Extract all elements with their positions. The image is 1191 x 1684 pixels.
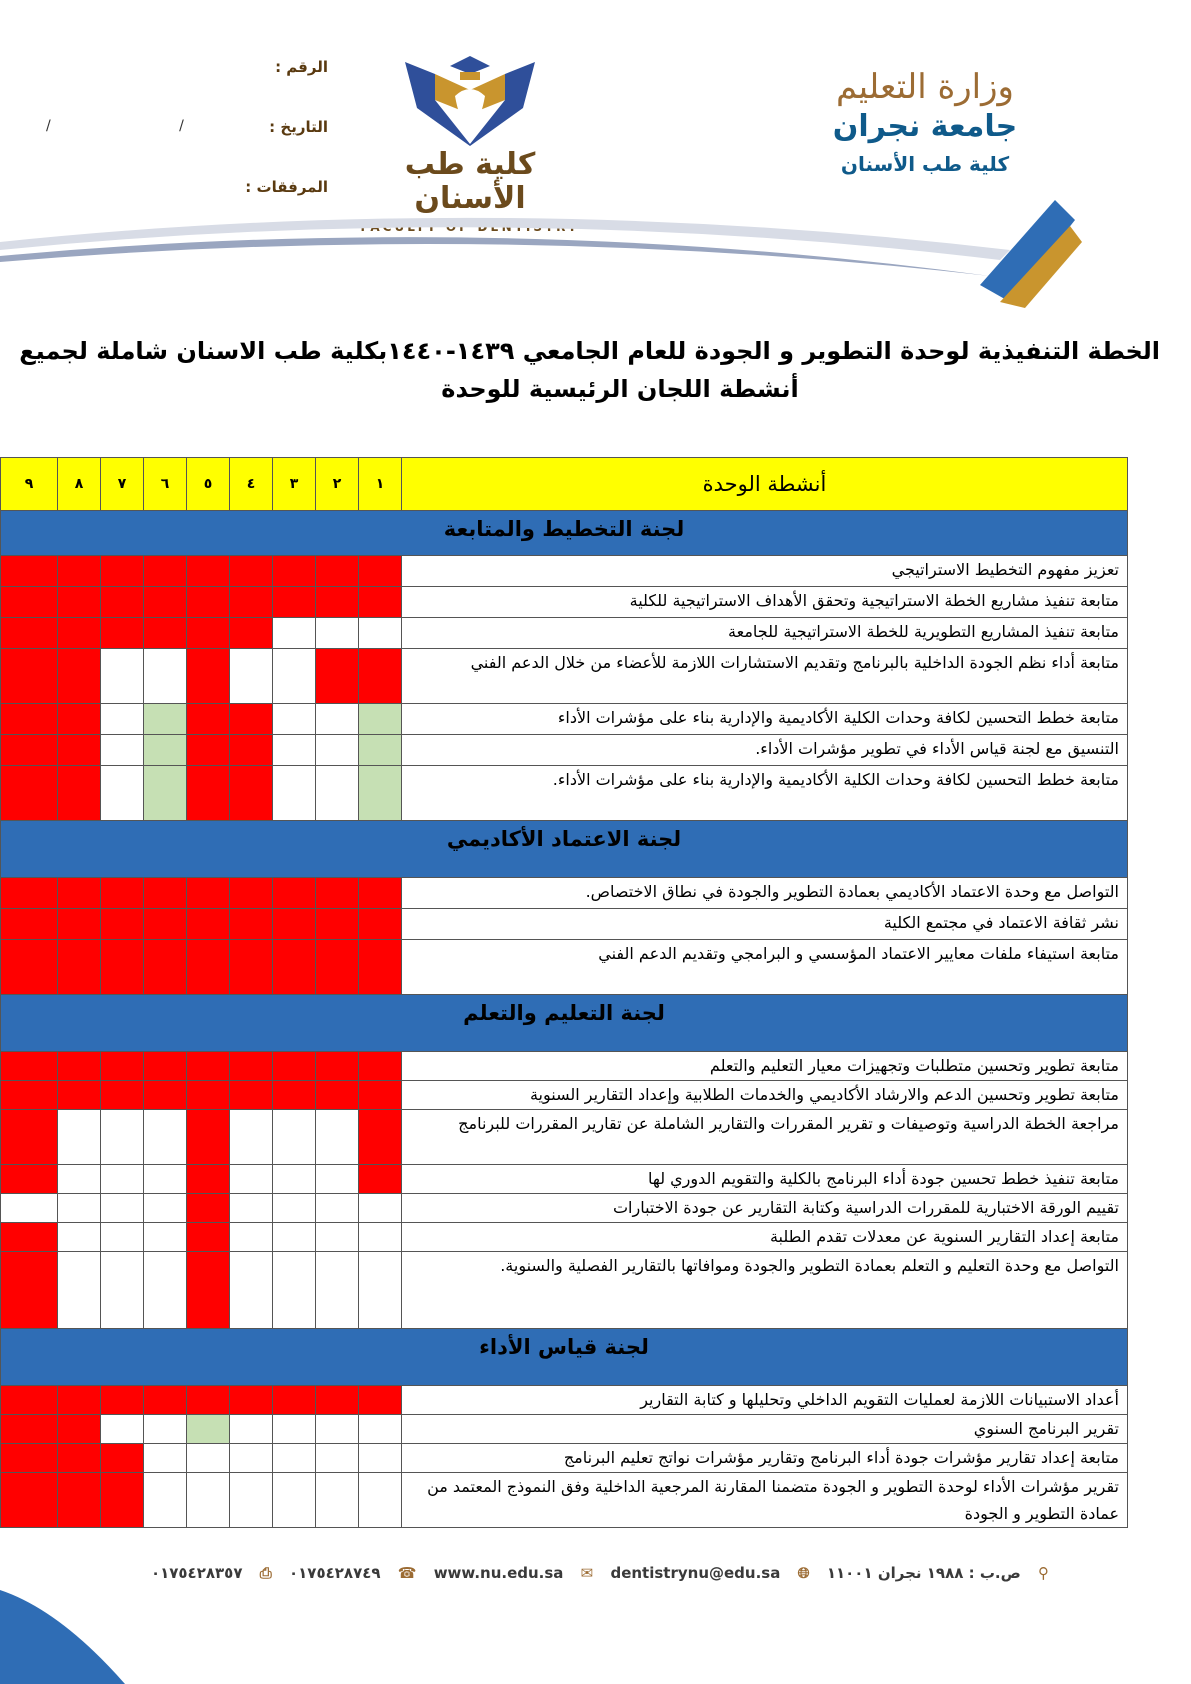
header-swoosh-decoration (0, 190, 1191, 330)
period-cell-active (1, 556, 58, 587)
period-cell-active (273, 1052, 316, 1081)
period-cell-active (1, 1386, 58, 1415)
period-cell-empty (273, 1110, 316, 1165)
period-header: ٤ (230, 458, 273, 511)
period-cell-active (1, 1252, 58, 1329)
period-cell-active (1, 1444, 58, 1473)
table-row (1, 618, 1128, 649)
period-cell-empty (316, 1165, 359, 1194)
period-cell-active (187, 1081, 230, 1110)
period-cell-active (187, 909, 230, 940)
period-cell-partial (144, 704, 187, 735)
period-cell-empty (273, 1415, 316, 1444)
period-header: ٢ (316, 458, 359, 511)
footer-address: ص.ب : ١٩٨٨ نجران ١١٠٠١ (826, 1564, 1021, 1582)
period-cell-empty (101, 704, 144, 735)
table-row (1, 1252, 1128, 1329)
period-cell-empty (359, 1415, 402, 1444)
period-cell-empty (230, 1194, 273, 1223)
footer-contacts (100, 1564, 1100, 1582)
period-cell-active (316, 556, 359, 587)
section-header-row (1, 821, 1128, 878)
activity-cell: متابعة تنفيذ المشاريع التطويرية للخطة الاستراتيجية للجامعة (402, 618, 1128, 649)
period-cell-active (101, 1444, 144, 1473)
table-row (1, 1165, 1128, 1194)
period-cell-active (316, 1386, 359, 1415)
period-cell-active (187, 1386, 230, 1415)
activity-cell: متابعة تنفيذ خطط تحسين جودة أداء البرنامج بالكلية والتقويم الدوري لها (402, 1165, 1128, 1194)
activity-cell: تقرير البرنامج السنوي (402, 1415, 1128, 1444)
period-cell-active (187, 1165, 230, 1194)
period-cell-active (58, 556, 101, 587)
table-row (1, 1223, 1128, 1252)
period-cell-empty (230, 1473, 273, 1528)
period-cell-active (1, 1110, 58, 1165)
period-cell-active (1, 735, 58, 766)
title-line-2: أنشطة اللجان الرئيسية للوحدة (441, 375, 799, 403)
period-cell-active (58, 649, 101, 704)
period-cell-active (230, 704, 273, 735)
period-cell-empty (58, 1110, 101, 1165)
college-name: كلية طب الأسنان (840, 152, 1010, 176)
table-row (1, 1052, 1128, 1081)
period-cell-empty (359, 1252, 402, 1329)
period-cell-active (230, 909, 273, 940)
period-cell-active (187, 878, 230, 909)
table-row (1, 649, 1128, 704)
period-cell-empty (101, 1110, 144, 1165)
period-cell-active (1, 587, 58, 618)
activity-cell: التواصل مع وحدة الاعتماد الأكاديمي بعمادة التطوير والجودة في نطاق الاختصاص. (402, 878, 1128, 909)
table-row (1, 1110, 1128, 1165)
period-cell-empty (101, 649, 144, 704)
table-row (1, 1444, 1128, 1473)
footer-email[interactable]: dentistrynu@edu.sa (610, 1564, 781, 1582)
table-row (1, 587, 1128, 618)
period-cell-active (1, 1223, 58, 1252)
period-cell-active (316, 878, 359, 909)
faculty-logo (355, 52, 585, 216)
period-cell-active (58, 909, 101, 940)
period-cell-active (144, 909, 187, 940)
activity-cell: متابعة خطط التحسين لكافة وحدات الكلية الأكاديمية والإدارية بناء على مؤشرات الأداء. (402, 766, 1128, 821)
period-cell-active (144, 1052, 187, 1081)
period-cell-active (101, 1386, 144, 1415)
attachments-label: المرفقات : (245, 178, 328, 196)
period-cell-active (187, 704, 230, 735)
period-cell-partial (144, 735, 187, 766)
period-cell-empty (144, 1223, 187, 1252)
period-header: ٦ (144, 458, 187, 511)
period-cell-active (1, 1165, 58, 1194)
period-cell-active (1, 1473, 58, 1528)
period-cell-empty (101, 735, 144, 766)
period-cell-active (187, 735, 230, 766)
period-cell-active (316, 940, 359, 995)
period-header: ٨ (58, 458, 101, 511)
activity-cell: متابعة خطط التحسين لكافة وحدات الكلية الأكاديمية والإدارية بناء على مؤشرات الأداء (402, 704, 1128, 735)
period-cell-empty (101, 1415, 144, 1444)
period-cell-empty (58, 1252, 101, 1329)
table-row (1, 1386, 1128, 1415)
period-cell-empty (144, 1444, 187, 1473)
period-cell-empty (187, 1444, 230, 1473)
period-cell-active (273, 556, 316, 587)
period-cell-empty (230, 1223, 273, 1252)
period-cell-active (273, 878, 316, 909)
period-cell-active (58, 1052, 101, 1081)
period-cell-empty (316, 1194, 359, 1223)
period-header: ٩ (1, 458, 58, 511)
period-cell-empty (273, 618, 316, 649)
activities-plan-table (0, 457, 1128, 1528)
period-cell-active (316, 1081, 359, 1110)
footer-phone: ٠١٧٥٤٢٨٧٤٩ (288, 1564, 381, 1582)
period-cell-empty (273, 1444, 316, 1473)
period-cell-active (58, 1444, 101, 1473)
activity-cell: مراجعة الخطة الدراسية وتوصيفات و تقرير المقررات والتقارير الشاملة عن تقارير المقررات للبرنامج (402, 1110, 1128, 1165)
table-row (1, 909, 1128, 940)
period-cell-empty (144, 1194, 187, 1223)
fax-icon: ⎙ (259, 1564, 272, 1582)
period-cell-active (58, 878, 101, 909)
footer-fax: ٠١٧٥٤٢٨٣٥٧ (150, 1564, 243, 1582)
period-cell-empty (316, 735, 359, 766)
period-cell-active (359, 1052, 402, 1081)
period-cell-active (230, 1386, 273, 1415)
period-cell-empty (273, 1165, 316, 1194)
activity-cell: متابعة تطوير وتحسين الدعم والارشاد الأكاديمي والخدمات الطلابية وإعداد التقارير السنوية (402, 1081, 1128, 1110)
period-cell-empty (101, 766, 144, 821)
phone-icon: ☎ (397, 1564, 417, 1582)
activity-cell: التنسيق مع لجنة قياس الأداء في تطوير مؤشرات الأداء. (402, 735, 1128, 766)
period-cell-empty (187, 1473, 230, 1528)
section-header-row (1, 511, 1128, 556)
period-cell-empty (230, 1110, 273, 1165)
period-cell-active (359, 940, 402, 995)
period-cell-empty (273, 704, 316, 735)
period-cell-empty (359, 1473, 402, 1528)
period-cell-empty (58, 1223, 101, 1252)
period-cell-empty (58, 1165, 101, 1194)
period-cell-empty (273, 1223, 316, 1252)
period-cell-active (230, 1052, 273, 1081)
table-row (1, 704, 1128, 735)
footer-corner-decoration (0, 1570, 140, 1684)
period-cell-empty (230, 1415, 273, 1444)
envelope-icon: ✉ (580, 1564, 594, 1582)
period-cell-active (359, 1386, 402, 1415)
period-cell-active (230, 878, 273, 909)
period-cell-empty (316, 704, 359, 735)
title-line-1: الخطة التنفيذية لوحدة التطوير و الجودة للعام الجامعي ١٤٣٩-١٤٤٠بكلية طب الاسنان شاملة لجميع (19, 337, 1160, 365)
period-cell-active (359, 1110, 402, 1165)
period-cell-active (359, 556, 402, 587)
period-cell-empty (273, 735, 316, 766)
globe-icon: 🌐︎ (797, 1564, 810, 1582)
period-cell-empty (144, 649, 187, 704)
period-cell-empty (273, 1252, 316, 1329)
period-cell-active (58, 940, 101, 995)
period-cell-empty (316, 618, 359, 649)
period-cell-active (144, 940, 187, 995)
period-cell-active (58, 1386, 101, 1415)
period-cell-empty (359, 618, 402, 649)
period-header: ٥ (187, 458, 230, 511)
table-row (1, 1473, 1128, 1528)
period-cell-active (230, 735, 273, 766)
period-cell-active (187, 766, 230, 821)
period-cell-active (187, 1194, 230, 1223)
period-cell-empty (101, 1165, 144, 1194)
period-cell-active (187, 1052, 230, 1081)
period-cell-active (58, 1081, 101, 1110)
table-row (1, 556, 1128, 587)
period-cell-empty (144, 1165, 187, 1194)
table-row (1, 1415, 1128, 1444)
period-cell-active (144, 587, 187, 618)
period-cell-empty (273, 649, 316, 704)
university-name: جامعة نجران (832, 109, 1018, 144)
period-cell-active (316, 649, 359, 704)
period-cell-active (359, 878, 402, 909)
period-cell-active (316, 909, 359, 940)
date-label: التاريخ : (269, 118, 328, 136)
period-cell-empty (316, 766, 359, 821)
table-header-row (1, 458, 1128, 511)
period-cell-active (273, 1081, 316, 1110)
period-cell-active (144, 878, 187, 909)
ministry-name: وزارة التعليم (836, 67, 1014, 107)
period-cell-active (359, 1165, 402, 1194)
activity-cell: متابعة تنفيذ مشاريع الخطة الاستراتيجية وتحقق الأهداف الاستراتيجية للكلية (402, 587, 1128, 618)
period-cell-partial (359, 766, 402, 821)
period-cell-active (230, 1081, 273, 1110)
period-cell-active (230, 618, 273, 649)
period-cell-active (58, 618, 101, 649)
period-cell-active (58, 1473, 101, 1528)
period-cell-empty (144, 1473, 187, 1528)
activity-column-header: أنشطة الوحدة (402, 458, 1128, 511)
table-row (1, 766, 1128, 821)
period-cell-empty (230, 1165, 273, 1194)
period-cell-active (187, 556, 230, 587)
period-cell-active (101, 878, 144, 909)
period-cell-active (1, 649, 58, 704)
period-cell-empty (273, 1194, 316, 1223)
table-row (1, 735, 1128, 766)
period-cell-active (1, 1415, 58, 1444)
period-cell-partial (187, 1415, 230, 1444)
period-cell-active (187, 940, 230, 995)
activity-cell: متابعة استيفاء ملفات معايير الاعتماد المؤسسي و البرامجي وتقديم الدعم الفني (402, 940, 1128, 995)
period-cell-active (144, 1081, 187, 1110)
period-cell-empty (144, 1415, 187, 1444)
period-cell-active (58, 587, 101, 618)
period-cell-active (1, 878, 58, 909)
period-header: ٧ (101, 458, 144, 511)
period-cell-active (187, 649, 230, 704)
period-cell-empty (316, 1473, 359, 1528)
activity-cell: التواصل مع وحدة التعليم و التعلم بعمادة التطوير والجودة وموافاتها بالتقارير الفصلية والسنوية. (402, 1252, 1128, 1329)
period-cell-active (273, 909, 316, 940)
period-cell-active (144, 1386, 187, 1415)
period-cell-active (359, 587, 402, 618)
period-cell-empty (316, 1415, 359, 1444)
period-cell-empty (144, 1252, 187, 1329)
activity-cell: متابعة إعداد تقارير مؤشرات جودة أداء البرنامج وتقارير مؤشرات نواتج تعليم البرنامج (402, 1444, 1128, 1473)
date-slashes: / / (46, 118, 246, 134)
period-cell-active (359, 649, 402, 704)
period-cell-active (101, 1473, 144, 1528)
section-header-row (1, 995, 1128, 1052)
period-cell-partial (144, 766, 187, 821)
period-cell-active (273, 940, 316, 995)
period-cell-active (1, 1081, 58, 1110)
period-cell-empty (316, 1223, 359, 1252)
period-cell-active (230, 766, 273, 821)
period-cell-active (187, 1110, 230, 1165)
period-cell-active (187, 1223, 230, 1252)
period-cell-active (1, 940, 58, 995)
period-cell-empty (230, 1444, 273, 1473)
period-cell-empty (273, 766, 316, 821)
period-cell-active (101, 940, 144, 995)
pin-icon: ⚲ (1038, 1564, 1050, 1582)
period-cell-active (101, 556, 144, 587)
period-cell-empty (359, 1223, 402, 1252)
period-cell-empty (316, 1110, 359, 1165)
period-cell-empty (359, 1444, 402, 1473)
table-row (1, 940, 1128, 995)
activity-cell: أعداد الاستبيانات اللازمة لعمليات التقويم الداخلي وتحليلها و كتابة التقارير (402, 1386, 1128, 1415)
period-cell-empty (101, 1223, 144, 1252)
period-cell-active (273, 587, 316, 618)
activity-cell: نشر ثقافة الاعتماد في مجتمع الكلية (402, 909, 1128, 940)
footer-website[interactable]: www.nu.edu.sa (433, 1564, 564, 1582)
period-cell-active (187, 1252, 230, 1329)
period-cell-active (316, 587, 359, 618)
table-row (1, 878, 1128, 909)
period-cell-empty (273, 1473, 316, 1528)
period-cell-active (58, 766, 101, 821)
period-cell-active (316, 1052, 359, 1081)
period-cell-active (58, 1415, 101, 1444)
period-cell-active (359, 1081, 402, 1110)
period-cell-active (101, 909, 144, 940)
period-cell-empty (1, 1194, 58, 1223)
period-cell-active (58, 735, 101, 766)
ref-number-label: الرقم : (275, 58, 328, 76)
period-cell-empty (230, 649, 273, 704)
period-cell-active (101, 587, 144, 618)
period-cell-active (101, 1081, 144, 1110)
plan-title (19, 332, 1160, 408)
period-header: ١ (359, 458, 402, 511)
period-cell-empty (316, 1252, 359, 1329)
period-cell-empty (101, 1252, 144, 1329)
period-header: ٣ (273, 458, 316, 511)
section-title: لجنة قياس الأداء (479, 1335, 649, 1359)
period-cell-partial (359, 704, 402, 735)
activity-cell: متابعة أداء نظم الجودة الداخلية بالبرنامج وتقديم الاستشارات اللازمة للأعضاء من خلال الدعم الفني (402, 649, 1128, 704)
period-cell-active (359, 909, 402, 940)
period-cell-active (1, 909, 58, 940)
period-cell-empty (316, 1444, 359, 1473)
period-cell-active (101, 618, 144, 649)
period-cell-active (58, 704, 101, 735)
period-cell-active (1, 618, 58, 649)
activity-cell: تقييم الورقة الاختبارية للمقررات الدراسية وكتابة التقارير عن جودة الاختبارات (402, 1194, 1128, 1223)
period-cell-active (230, 587, 273, 618)
section-header-row (1, 1329, 1128, 1386)
section-title: لجنة الاعتماد الأكاديمي (446, 827, 682, 851)
period-cell-active (101, 1052, 144, 1081)
period-cell-active (144, 618, 187, 649)
table-row (1, 1081, 1128, 1110)
activity-cell: متابعة تطوير وتحسين متطلبات وتجهيزات معيار التعليم والتعلم (402, 1052, 1128, 1081)
period-cell-active (187, 587, 230, 618)
period-cell-active (1, 766, 58, 821)
dentistry-emblem-icon (395, 52, 545, 146)
section-title: لجنة التعليم والتعلم (463, 1001, 665, 1025)
period-cell-active (1, 1052, 58, 1081)
date-label-row (269, 118, 328, 136)
period-cell-partial (359, 735, 402, 766)
period-cell-active (230, 940, 273, 995)
activity-cell: تقرير مؤشرات الأداء لوحدة التطوير و الجودة متضمنا المقارنة المرجعية الداخلية وفق النموذج المعتمد من عمادة التطوير و الجودة (402, 1473, 1128, 1528)
period-cell-active (187, 618, 230, 649)
period-cell-empty (101, 1194, 144, 1223)
period-cell-active (1, 704, 58, 735)
period-cell-active (273, 1386, 316, 1415)
section-title: لجنة التخطيط والمتابعة (443, 517, 685, 541)
period-cell-empty (144, 1110, 187, 1165)
period-cell-active (230, 556, 273, 587)
period-cell-empty (230, 1252, 273, 1329)
period-cell-empty (58, 1194, 101, 1223)
period-cell-active (144, 556, 187, 587)
period-cell-empty (359, 1194, 402, 1223)
table-row (1, 1194, 1128, 1223)
faculty-name-arabic: كلية طب الأسنان (404, 147, 536, 216)
activity-cell: تعزيز مفهوم التخطيط الاستراتيجي (402, 556, 1128, 587)
activity-cell: متابعة إعداد التقارير السنوية عن معدلات تقدم الطلبة (402, 1223, 1128, 1252)
